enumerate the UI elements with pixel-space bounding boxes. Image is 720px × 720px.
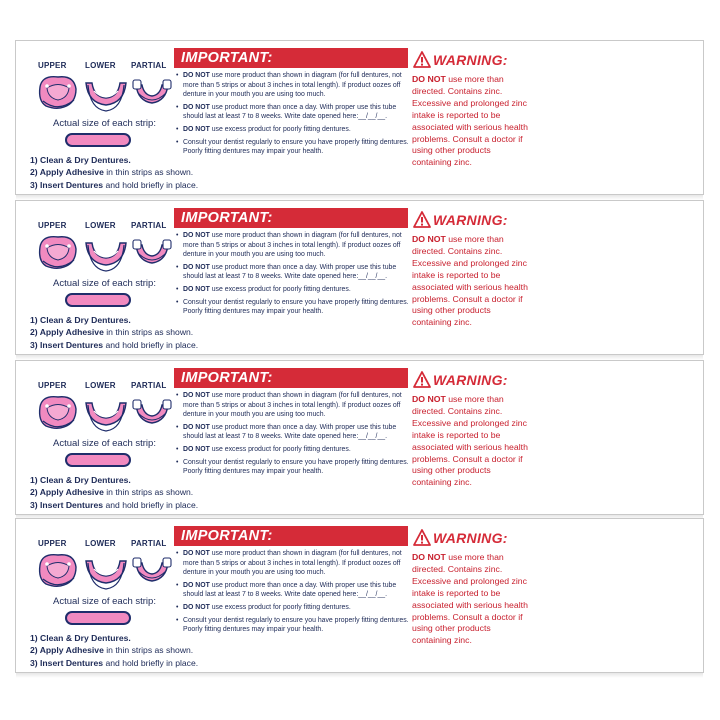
partial-label: PARTIAL bbox=[131, 381, 167, 390]
adhesive-strip-sample bbox=[65, 611, 131, 625]
lower-label: LOWER bbox=[85, 539, 116, 548]
important-item-2: • DO NOT use product more than once a day. With proper use this tube should last at least 7 to 8 weeks. Write date opened here:__/__/__. bbox=[176, 263, 409, 282]
warning-title: WARNING: bbox=[433, 212, 508, 228]
warning-triangle-icon bbox=[413, 211, 431, 228]
important-item-1: • DO NOT use more product than shown in diagram (for full dentures, not more than 5 strips or about 3 inches in total length). If product oozes off denture in your mouth you are using too much. bbox=[176, 391, 409, 420]
partial-denture-icon bbox=[133, 400, 171, 423]
important-list bbox=[176, 71, 409, 160]
upper-label: UPPER bbox=[38, 381, 67, 390]
important-item-3: • DO NOT use excess product for poorly fitting dentures. bbox=[176, 445, 409, 455]
instruction-panel bbox=[15, 200, 704, 355]
step-2: 2) Apply Adhesive in thin strips as shown. bbox=[30, 645, 194, 656]
important-item-2: • DO NOT use product more than once a day. With proper use this tube should last at least 7 to 8 weeks. Write date opened here:__/__/__. bbox=[176, 423, 409, 442]
denture-diagram bbox=[34, 73, 174, 115]
strip-size-label: Actual size of each strip: bbox=[53, 118, 156, 129]
lower-denture-icon bbox=[86, 243, 126, 271]
diagram-labels bbox=[38, 539, 166, 551]
strip-size-label: Actual size of each strip: bbox=[53, 438, 156, 449]
important-list bbox=[176, 391, 409, 480]
step-1: 1) Clean & Dry Dentures. bbox=[30, 155, 131, 165]
upper-denture-icon bbox=[40, 397, 76, 429]
warning-title: WARNING: bbox=[433, 52, 508, 68]
instruction-panel bbox=[15, 360, 704, 515]
warning-text: DO NOT use more than directed. Contains zinc. Excessive and prolonged zinc intake is reported to be associated with serious health problems. Consult a doctor if using other products containing zinc. bbox=[412, 552, 528, 646]
lower-denture-icon bbox=[86, 561, 126, 589]
important-list bbox=[176, 231, 409, 320]
warning-title: WARNING: bbox=[433, 530, 508, 546]
upper-denture-icon bbox=[40, 237, 76, 269]
partial-label: PARTIAL bbox=[131, 61, 167, 70]
important-item-4: • Consult your dentist regularly to ensure you have properly fitting dentures. Poorly fitting dentures may impair your health. bbox=[176, 616, 409, 635]
important-header bbox=[174, 208, 408, 228]
usage-steps bbox=[30, 474, 198, 511]
important-header bbox=[174, 48, 408, 68]
usage-steps bbox=[30, 632, 198, 669]
diagram-labels bbox=[38, 381, 166, 393]
partial-label: PARTIAL bbox=[131, 221, 167, 230]
important-item-4: • Consult your dentist regularly to ensure you have properly fitting dentures. Poorly fitting dentures may impair your health. bbox=[176, 298, 409, 317]
warning-text: DO NOT use more than directed. Contains zinc. Excessive and prolonged zinc intake is reported to be associated with serious health problems. Consult a doctor if using other products containing zinc. bbox=[412, 234, 528, 328]
partial-denture-icon bbox=[133, 80, 171, 103]
strip-size-label: Actual size of each strip: bbox=[53, 278, 156, 289]
lower-label: LOWER bbox=[85, 381, 116, 390]
lower-label: LOWER bbox=[85, 61, 116, 70]
lower-denture-icon bbox=[86, 83, 126, 111]
usage-steps bbox=[30, 154, 198, 191]
adhesive-strip-sample bbox=[65, 133, 131, 147]
instruction-panel bbox=[15, 518, 704, 673]
strip-size-label: Actual size of each strip: bbox=[53, 596, 156, 607]
upper-denture-icon bbox=[40, 77, 76, 109]
important-list bbox=[176, 549, 409, 638]
diagram-labels bbox=[38, 61, 166, 73]
lower-denture-icon bbox=[86, 403, 126, 431]
step-1: 1) Clean & Dry Dentures. bbox=[30, 315, 131, 325]
warning-triangle-icon bbox=[413, 371, 431, 388]
partial-denture-icon bbox=[133, 558, 171, 581]
partial-denture-icon bbox=[133, 240, 171, 263]
denture-diagram bbox=[34, 233, 174, 275]
step-3: 3) Insert Dentures and hold briefly in place. bbox=[30, 339, 199, 350]
important-item-3: • DO NOT use excess product for poorly fitting dentures. bbox=[176, 603, 409, 613]
warning-triangle-icon bbox=[413, 529, 431, 546]
important-header bbox=[174, 368, 408, 388]
lower-label: LOWER bbox=[85, 221, 116, 230]
denture-diagram bbox=[34, 393, 174, 435]
adhesive-strip-sample bbox=[65, 293, 131, 307]
diagram-labels bbox=[38, 221, 166, 233]
important-title: IMPORTANT: bbox=[181, 210, 273, 226]
important-item-3: • DO NOT use excess product for poorly fitting dentures. bbox=[176, 285, 409, 295]
step-2: 2) Apply Adhesive in thin strips as shown. bbox=[30, 167, 194, 178]
step-3: 3) Insert Dentures and hold briefly in place. bbox=[30, 657, 199, 668]
upper-denture-icon bbox=[40, 555, 76, 587]
step-2: 2) Apply Adhesive in thin strips as shown. bbox=[30, 487, 194, 498]
upper-label: UPPER bbox=[38, 61, 67, 70]
upper-label: UPPER bbox=[38, 539, 67, 548]
important-title: IMPORTANT: bbox=[181, 370, 273, 386]
step-1: 1) Clean & Dry Dentures. bbox=[30, 633, 131, 643]
important-item-2: • DO NOT use product more than once a day. With proper use this tube should last at least 7 to 8 weeks. Write date opened here:__/__/__. bbox=[176, 581, 409, 600]
important-item-4: • Consult your dentist regularly to ensure you have properly fitting dentures. Poorly fitting dentures may impair your health. bbox=[176, 458, 409, 477]
important-item-4: • Consult your dentist regularly to ensure you have properly fitting dentures. Poorly fitting dentures may impair your health. bbox=[176, 138, 409, 157]
important-item-1: • DO NOT use more product than shown in diagram (for full dentures, not more than 5 strips or about 3 inches in total length). If product oozes off denture in your mouth you are using too much. bbox=[176, 71, 409, 100]
step-1: 1) Clean & Dry Dentures. bbox=[30, 475, 131, 485]
upper-label: UPPER bbox=[38, 221, 67, 230]
important-item-3: • DO NOT use excess product for poorly fitting dentures. bbox=[176, 125, 409, 135]
important-item-1: • DO NOT use more product than shown in diagram (for full dentures, not more than 5 strips or about 3 inches in total length). If product oozes off denture in your mouth you are using too much. bbox=[176, 231, 409, 260]
step-3: 3) Insert Dentures and hold briefly in place. bbox=[30, 499, 199, 510]
partial-label: PARTIAL bbox=[131, 539, 167, 548]
warning-title: WARNING: bbox=[433, 372, 508, 388]
important-title: IMPORTANT: bbox=[181, 528, 273, 544]
denture-diagram bbox=[34, 551, 174, 593]
usage-steps bbox=[30, 314, 198, 351]
instruction-panel bbox=[15, 40, 704, 195]
step-2: 2) Apply Adhesive in thin strips as shown. bbox=[30, 327, 194, 338]
warning-text: DO NOT use more than directed. Contains zinc. Excessive and prolonged zinc intake is reported to be associated with serious health problems. Consult a doctor if using other products containing zinc. bbox=[412, 74, 528, 168]
step-3: 3) Insert Dentures and hold briefly in place. bbox=[30, 179, 199, 190]
important-header bbox=[174, 526, 408, 546]
important-title: IMPORTANT: bbox=[181, 50, 273, 66]
warning-triangle-icon bbox=[413, 51, 431, 68]
important-item-2: • DO NOT use product more than once a day. With proper use this tube should last at least 7 to 8 weeks. Write date opened here:__/__/__. bbox=[176, 103, 409, 122]
important-item-1: • DO NOT use more product than shown in diagram (for full dentures, not more than 5 strips or about 3 inches in total length). If product oozes off denture in your mouth you are using too much. bbox=[176, 549, 409, 578]
warning-text: DO NOT use more than directed. Contains zinc. Excessive and prolonged zinc intake is reported to be associated with serious health problems. Consult a doctor if using other products containing zinc. bbox=[412, 394, 528, 488]
adhesive-strip-sample bbox=[65, 453, 131, 467]
